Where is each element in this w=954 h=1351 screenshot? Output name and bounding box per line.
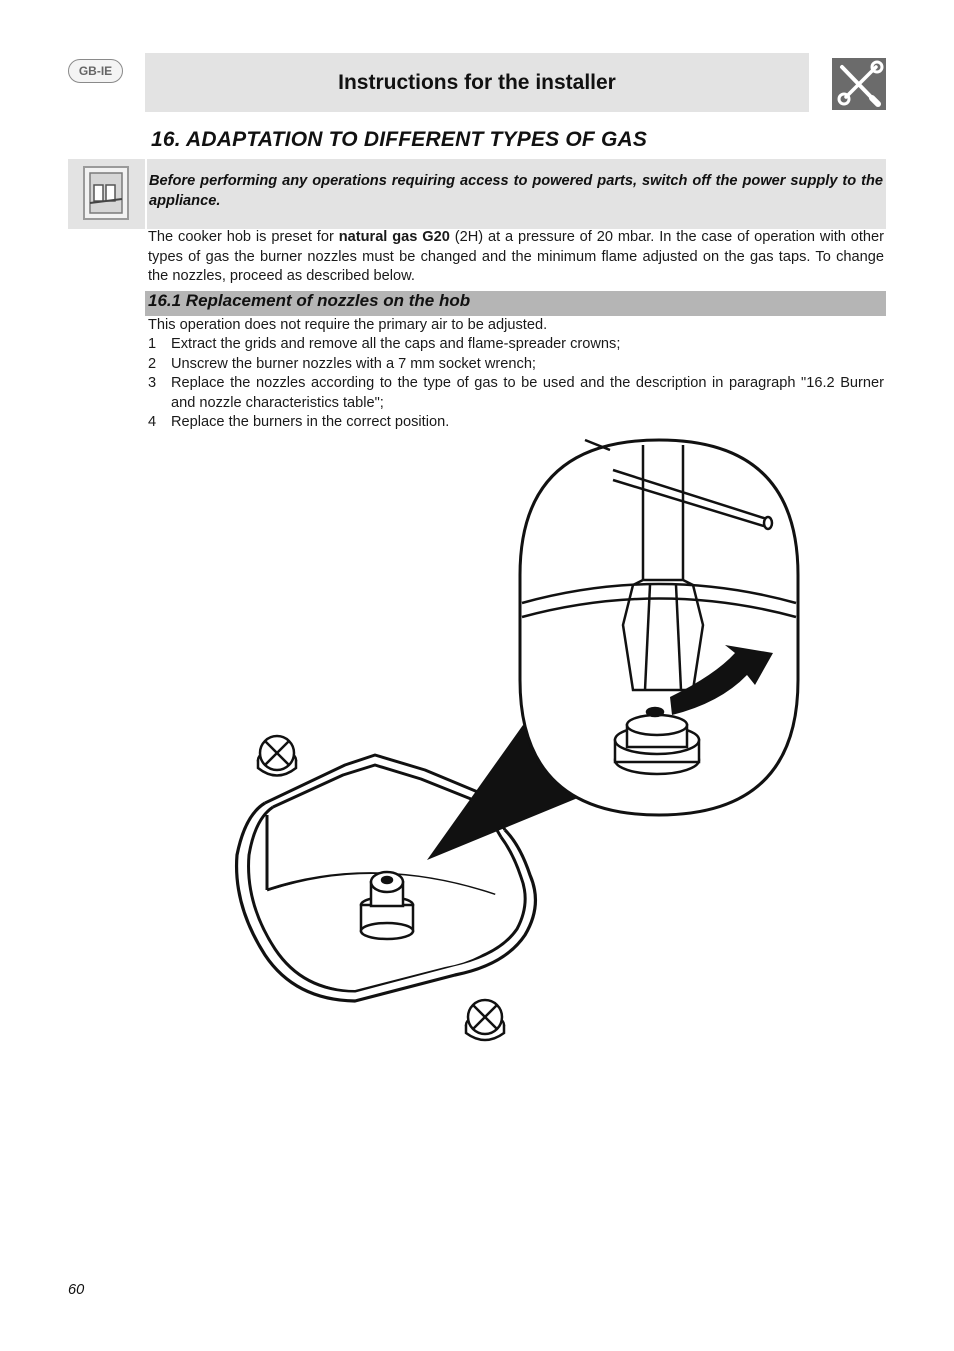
intro-text-after: (2H) at a pressure of 20 mbar. In the case of operation with other types of gas the burner nozzles must be changed and the minimum flame adjusted on the gas taps. To change the nozzles, proceed as described below.: [148, 229, 885, 284]
intro-text-before: The cooker hob is preset for: [148, 229, 339, 245]
step-text: Replace the nozzles according to the type of gas to be used and the description in paragraph "16.2 Burner and nozzle characteristics table";: [171, 375, 884, 411]
warning-icon-panel: [68, 159, 145, 229]
section-title: 16. ADAPTATION TO DIFFERENT TYPES OF GAS: [151, 128, 648, 151]
power-socket-warning-icon: [68, 159, 145, 229]
steps-list: [148, 335, 884, 433]
list-item: [148, 413, 884, 433]
subsection-note: This operation does not require the primary air to be adjusted.: [148, 317, 548, 333]
list-item: [148, 335, 884, 355]
warning-text: Before performing any operations requiring access to powered parts, switch off the power supply to the appliance.: [149, 173, 883, 209]
list-item: [148, 355, 884, 375]
step-text: Unscrew the burner nozzles with a 7 mm socket wrench;: [171, 355, 536, 372]
step-number: 3: [148, 375, 157, 391]
page-header: [145, 53, 809, 112]
step-number: 1: [148, 336, 157, 352]
region-badge: GB-IE: [68, 59, 123, 83]
intro-paragraph: [148, 228, 884, 287]
intro-text-bold: natural gas G20: [338, 229, 450, 245]
burner-nozzle-replacement-illustration: [225, 435, 805, 1045]
step-number: 2: [148, 355, 157, 372]
subsection-title: 16.1 Replacement of nozzles on the hob: [148, 291, 471, 310]
step-text: Replace the burners in the correct position.: [171, 414, 450, 430]
header-title: Instructions for the installer: [338, 70, 616, 94]
wrench-screwdriver-icon: [832, 58, 886, 110]
step-text: Extract the grids and remove all the caps and flame-spreader crowns;: [171, 336, 621, 352]
page-number: 60: [68, 1282, 85, 1298]
list-item: [148, 374, 884, 413]
step-number: 4: [148, 414, 157, 430]
